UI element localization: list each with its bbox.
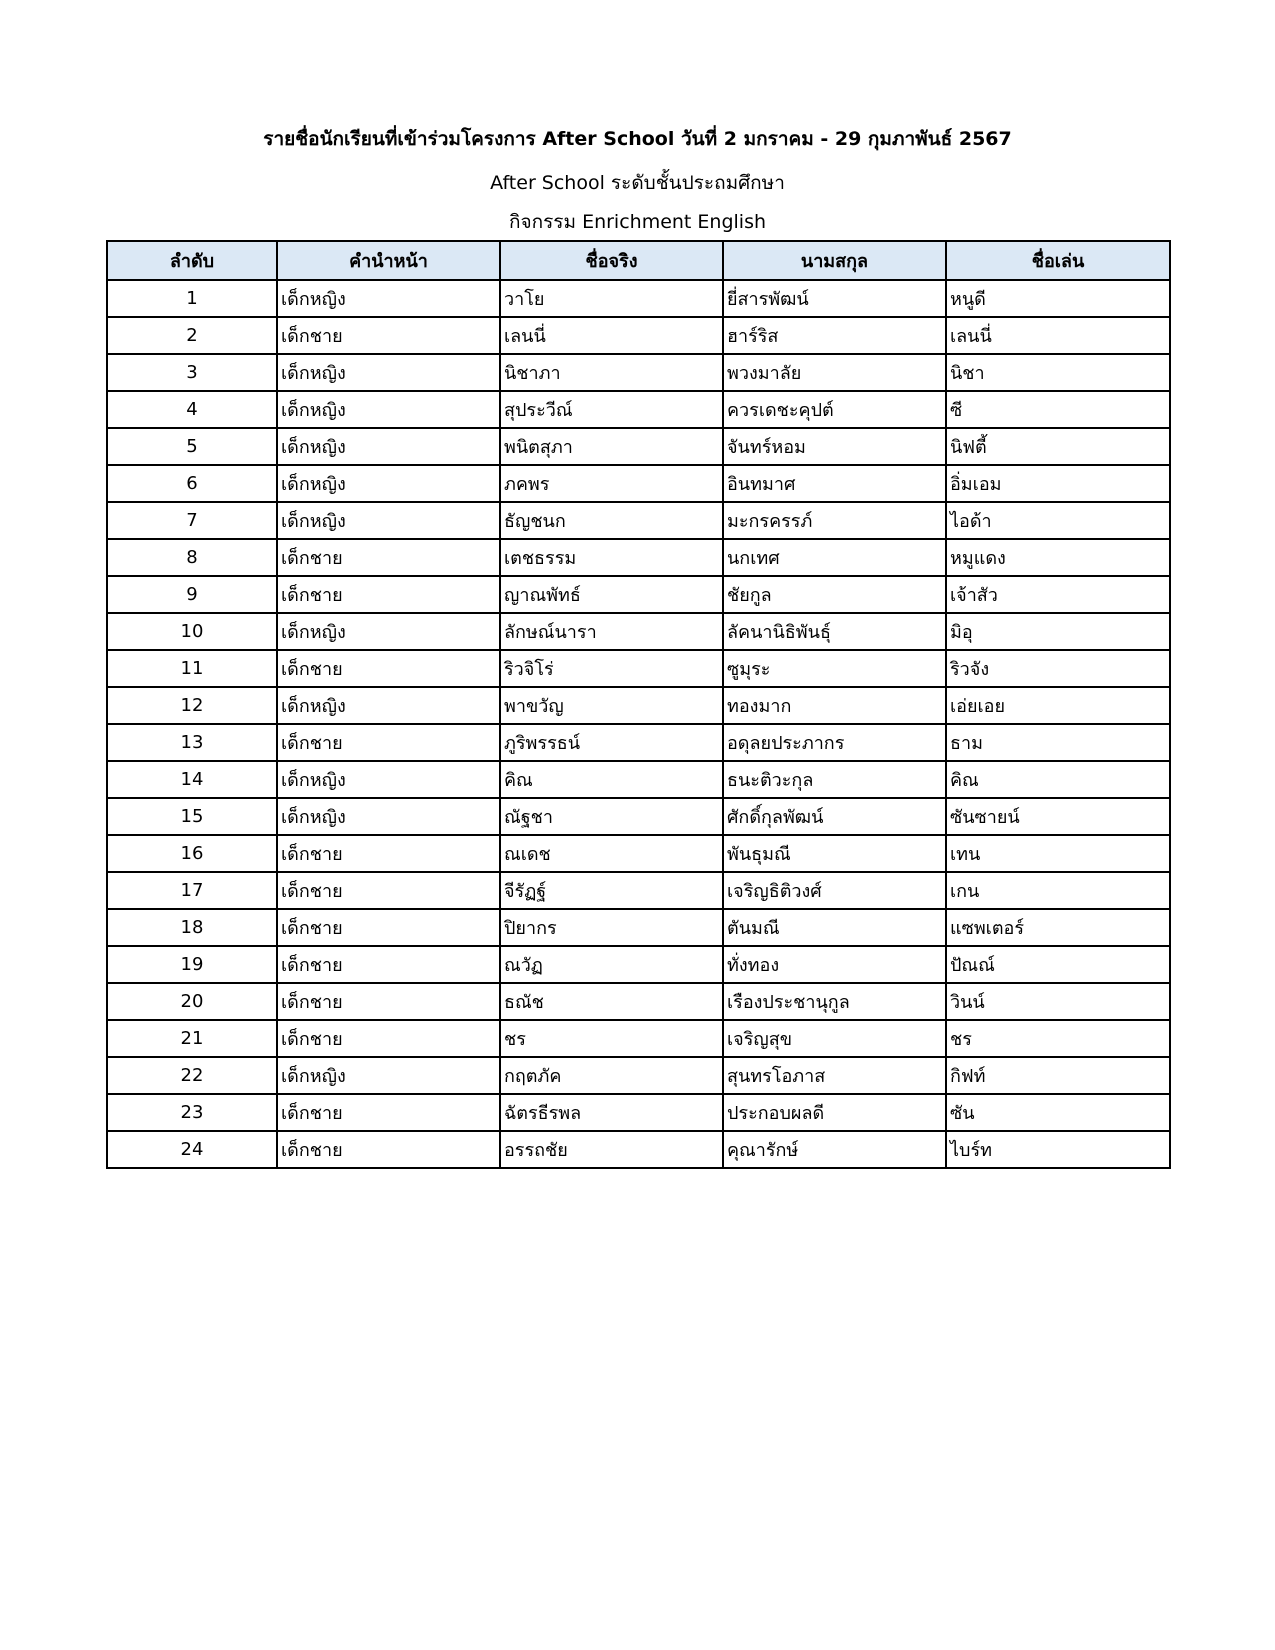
cell-order: 7 [107, 502, 277, 539]
cell-nickname: หนูดี [946, 280, 1170, 317]
cell-first-name: ธัญชนก [500, 502, 723, 539]
cell-order: 10 [107, 613, 277, 650]
cell-first-name: ฉัตรธีรพล [500, 1094, 723, 1131]
column-header-last-name: นามสกุล [723, 241, 946, 280]
cell-first-name: พนิตสุภา [500, 428, 723, 465]
cell-nickname: เทน [946, 835, 1170, 872]
cell-last-name: คุณารักษ์ [723, 1131, 946, 1168]
cell-last-name: ทองมาก [723, 687, 946, 724]
cell-order: 15 [107, 798, 277, 835]
table-row [107, 983, 1170, 1020]
cell-order: 1 [107, 280, 277, 317]
cell-nickname: อิ่มเอม [946, 465, 1170, 502]
cell-order: 9 [107, 576, 277, 613]
table-row [107, 539, 1170, 576]
column-header-nickname: ชื่อเล่น [946, 241, 1170, 280]
cell-last-name: ยี่สารพัฒน์ [723, 280, 946, 317]
cell-first-name: คิณ [500, 761, 723, 798]
cell-nickname: เจ้าสัว [946, 576, 1170, 613]
table-body [107, 280, 1170, 1168]
table-row [107, 354, 1170, 391]
table-row [107, 1094, 1170, 1131]
table-row [107, 391, 1170, 428]
cell-order: 3 [107, 354, 277, 391]
cell-prefix: เด็กหญิง [277, 687, 500, 724]
cell-prefix: เด็กชาย [277, 983, 500, 1020]
cell-nickname: ธาม [946, 724, 1170, 761]
cell-first-name: พาขวัญ [500, 687, 723, 724]
cell-order: 12 [107, 687, 277, 724]
table-row [107, 613, 1170, 650]
table-row [107, 502, 1170, 539]
cell-last-name: จันทร์หอม [723, 428, 946, 465]
column-header-order: ลำดับ [107, 241, 277, 280]
cell-prefix: เด็กชาย [277, 1094, 500, 1131]
cell-order: 11 [107, 650, 277, 687]
cell-last-name: อดุลยประภากร [723, 724, 946, 761]
cell-prefix: เด็กหญิง [277, 428, 500, 465]
cell-first-name: ณัฐชา [500, 798, 723, 835]
cell-last-name: ซูมุระ [723, 650, 946, 687]
cell-nickname: หมูแดง [946, 539, 1170, 576]
table-row [107, 428, 1170, 465]
activity-title: กิจกรรม Enrichment English [508, 211, 767, 233]
cell-first-name: เตชธรรม [500, 539, 723, 576]
page-title: รายชื่อนักเรียนที่เข้าร่วมโครงการ After School วันที่ 2 มกราคม - 29 กุมภาพันธ์ 2567 [263, 128, 1012, 150]
cell-order: 20 [107, 983, 277, 1020]
cell-nickname: เกน [946, 872, 1170, 909]
cell-last-name: เจริญธิติวงศ์ [723, 872, 946, 909]
cell-first-name: ริวจิโร่ [500, 650, 723, 687]
cell-last-name: นกเทศ [723, 539, 946, 576]
cell-last-name: ธนะติวะกุล [723, 761, 946, 798]
cell-nickname: ไบร์ท [946, 1131, 1170, 1168]
cell-last-name: ศักดิ์กุลพัฒน์ [723, 798, 946, 835]
table-row [107, 909, 1170, 946]
cell-prefix: เด็กหญิง [277, 798, 500, 835]
cell-prefix: เด็กชาย [277, 317, 500, 354]
cell-prefix: เด็กชาย [277, 1131, 500, 1168]
table-row [107, 1131, 1170, 1168]
table-row [107, 317, 1170, 354]
cell-last-name: อินทมาศ [723, 465, 946, 502]
cell-first-name: อรรถชัย [500, 1131, 723, 1168]
column-header-first-name: ชื่อจริง [500, 241, 723, 280]
cell-first-name: ลักษณ์นารา [500, 613, 723, 650]
cell-prefix: เด็กชาย [277, 1020, 500, 1057]
cell-prefix: เด็กหญิง [277, 761, 500, 798]
cell-nickname: กิฟท์ [946, 1057, 1170, 1094]
cell-order: 5 [107, 428, 277, 465]
cell-order: 8 [107, 539, 277, 576]
cell-first-name: กฤตภัค [500, 1057, 723, 1094]
cell-last-name: ประกอบผลดี [723, 1094, 946, 1131]
cell-prefix: เด็กหญิง [277, 391, 500, 428]
cell-prefix: เด็กชาย [277, 909, 500, 946]
cell-nickname: ชร [946, 1020, 1170, 1057]
cell-nickname: ซันซายน์ [946, 798, 1170, 835]
cell-nickname: นิฟตี้ [946, 428, 1170, 465]
header-row [107, 241, 1170, 280]
table-row [107, 650, 1170, 687]
cell-last-name: มะกรครรภ์ [723, 502, 946, 539]
cell-order: 19 [107, 946, 277, 983]
cell-order: 4 [107, 391, 277, 428]
cell-order: 24 [107, 1131, 277, 1168]
cell-first-name: ญาณพัทธ์ [500, 576, 723, 613]
cell-first-name: ภคพร [500, 465, 723, 502]
table-row [107, 576, 1170, 613]
cell-prefix: เด็กหญิง [277, 465, 500, 502]
table-header [107, 241, 1170, 280]
cell-nickname: วินน์ [946, 983, 1170, 1020]
cell-nickname: มิอุ [946, 613, 1170, 650]
cell-order: 14 [107, 761, 277, 798]
cell-order: 21 [107, 1020, 277, 1057]
cell-last-name: ลัคนานิธิพันธุ์ [723, 613, 946, 650]
cell-last-name: ฮาร์ริส [723, 317, 946, 354]
cell-last-name: เรืองประชานุกูล [723, 983, 946, 1020]
cell-first-name: เลนนี่ [500, 317, 723, 354]
cell-prefix: เด็กชาย [277, 650, 500, 687]
table-row [107, 687, 1170, 724]
cell-last-name: ชัยกูล [723, 576, 946, 613]
table-row [107, 465, 1170, 502]
cell-prefix: เด็กชาย [277, 835, 500, 872]
cell-first-name: นิชาภา [500, 354, 723, 391]
cell-prefix: เด็กชาย [277, 539, 500, 576]
table-row [107, 761, 1170, 798]
page-subtitle: After School ระดับชั้นประถมศึกษา [490, 172, 785, 194]
cell-order: 17 [107, 872, 277, 909]
cell-nickname: เอ่ยเอย [946, 687, 1170, 724]
table-row [107, 835, 1170, 872]
cell-prefix: เด็กหญิง [277, 280, 500, 317]
cell-prefix: เด็กหญิง [277, 1057, 500, 1094]
cell-first-name: ณวัฏ [500, 946, 723, 983]
cell-prefix: เด็กชาย [277, 724, 500, 761]
cell-nickname: ไอด้า [946, 502, 1170, 539]
cell-nickname: คิณ [946, 761, 1170, 798]
column-header-prefix: คำนำหน้า [277, 241, 500, 280]
cell-first-name: ปิยากร [500, 909, 723, 946]
cell-first-name: สุประวีณ์ [500, 391, 723, 428]
cell-first-name: จีรัฏฐ์ [500, 872, 723, 909]
cell-first-name: ภูริพรรธน์ [500, 724, 723, 761]
cell-nickname: ซัน [946, 1094, 1170, 1131]
cell-order: 22 [107, 1057, 277, 1094]
cell-nickname: ริวจัง [946, 650, 1170, 687]
cell-prefix: เด็กชาย [277, 872, 500, 909]
table-row [107, 1057, 1170, 1094]
table-row [107, 946, 1170, 983]
table-row [107, 872, 1170, 909]
cell-order: 16 [107, 835, 277, 872]
cell-last-name: ควรเดชะคุปต์ [723, 391, 946, 428]
cell-order: 6 [107, 465, 277, 502]
cell-order: 2 [107, 317, 277, 354]
table-row [107, 1020, 1170, 1057]
cell-prefix: เด็กหญิง [277, 354, 500, 391]
cell-last-name: สุนทรโอภาส [723, 1057, 946, 1094]
cell-last-name: ตันมณี [723, 909, 946, 946]
cell-prefix: เด็กหญิง [277, 613, 500, 650]
cell-last-name: พันธุมณี [723, 835, 946, 872]
cell-nickname: นิชา [946, 354, 1170, 391]
table-row [107, 280, 1170, 317]
cell-last-name: ทั่งทอง [723, 946, 946, 983]
cell-nickname: แซพเตอร์ [946, 909, 1170, 946]
cell-first-name: ธณัช [500, 983, 723, 1020]
table-row [107, 724, 1170, 761]
cell-prefix: เด็กชาย [277, 576, 500, 613]
cell-nickname: ซี [946, 391, 1170, 428]
cell-nickname: ปัณณ์ [946, 946, 1170, 983]
cell-first-name: ชร [500, 1020, 723, 1057]
cell-prefix: เด็กหญิง [277, 502, 500, 539]
cell-order: 13 [107, 724, 277, 761]
cell-order: 23 [107, 1094, 277, 1131]
cell-prefix: เด็กชาย [277, 946, 500, 983]
cell-first-name: ณเดช [500, 835, 723, 872]
cell-order: 18 [107, 909, 277, 946]
cell-first-name: วาโย [500, 280, 723, 317]
cell-last-name: เจริญสุข [723, 1020, 946, 1057]
cell-nickname: เลนนี่ [946, 317, 1170, 354]
student-roster-table [106, 240, 1171, 1169]
cell-last-name: พวงมาลัย [723, 354, 946, 391]
table-row [107, 798, 1170, 835]
